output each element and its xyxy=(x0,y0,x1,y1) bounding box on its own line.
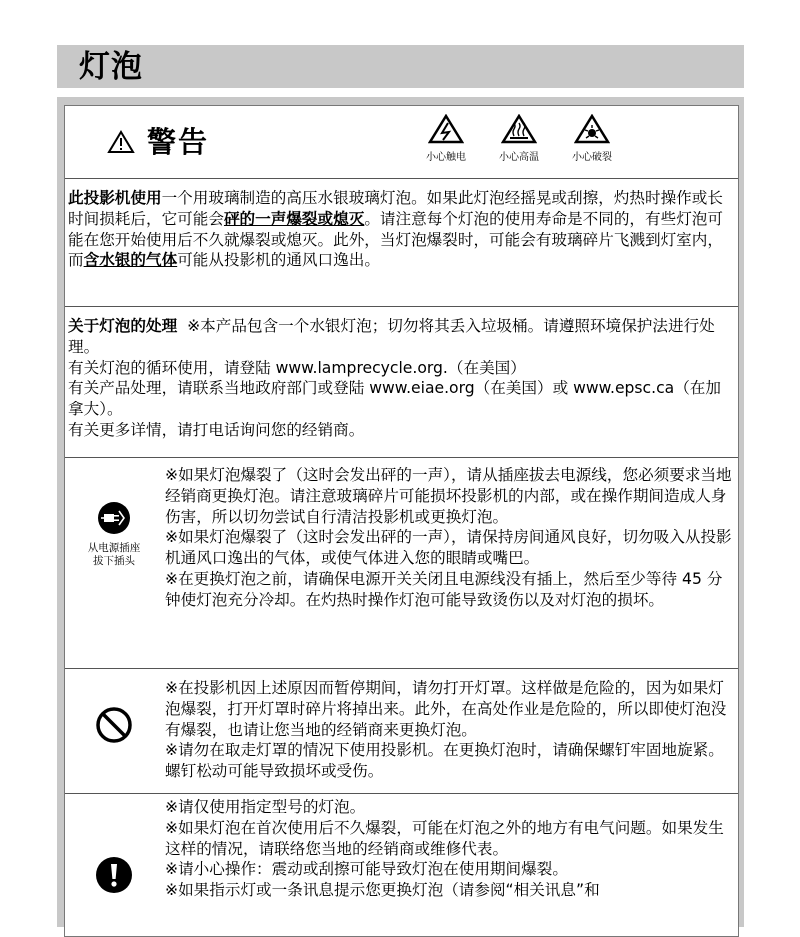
unplug-icon-column xyxy=(75,501,153,568)
warning-header xyxy=(65,106,738,178)
prohibited-icon-column xyxy=(75,706,153,748)
recycle-line: 有关灯泡的循环使用，请登陆 www.lamprecycle.org.（在美国） xyxy=(68,358,526,377)
body-text: 可能从投影机的通风口逸出。 xyxy=(177,251,380,270)
notice-text: ※请勿在取走灯罩的情况下使用投影机。在更换灯泡时，请确保螺钉牢固地旋紧。螺钉松动可能导致损坏或受伤。 xyxy=(165,741,724,781)
warning-label: 警告 xyxy=(147,125,210,159)
lead-text: 关于灯泡的处理 xyxy=(68,317,178,335)
disposal-line: 有关产品处理，请联系当地政府部门或登陆 www.eiae.org（在美国）或 www.epsc.ca（在加拿大）。 xyxy=(68,379,721,419)
body-text: ※本产品包含一个水银灯泡；切勿将其丢入垃圾桶。请遵照环境保护法进行处理。 xyxy=(68,317,715,356)
warning-box xyxy=(64,105,739,937)
unplug-label-line2: 拔下插头 xyxy=(93,555,135,567)
warning-frame xyxy=(57,97,744,927)
lamp-warning-paragraph xyxy=(68,188,734,271)
notice-text: ※如果灯泡在首次使用后不久爆裂，可能在灯泡之外的地方有电气问题。如果发生这样的情况，请联络您当地的经销商或维修代表。 xyxy=(165,818,724,858)
body-text: 。请注意每个灯泡的使用寿命是不同的，有些灯泡可能在您开始使用后不久就爆裂或熄灭。此外，当灯泡爆裂时，可能会有玻璃碎片飞溅到灯室内，而 xyxy=(68,209,723,270)
unplug-paragraphs xyxy=(165,465,735,611)
page-title: 灯泡 xyxy=(79,49,143,85)
prohibited-icon xyxy=(95,706,133,744)
mandatory-icon-column xyxy=(75,856,153,898)
prohibited-paragraphs xyxy=(165,678,735,782)
body-text: 一个用玻璃制造的高压水银玻璃灯泡。如果此灯泡经摇晃或刮擦，灼热时操作或长时间损耗后，它可能会 xyxy=(68,189,723,228)
hazard-label: 小心破裂 xyxy=(572,152,612,163)
high-temperature-icon xyxy=(501,114,537,144)
unplug-label-line1: 从电源插座 xyxy=(87,542,141,554)
notice-text: ※请仅使用指定型号的灯泡。 xyxy=(165,798,366,816)
hazard-electric xyxy=(416,114,476,163)
hazard-heat xyxy=(489,114,549,163)
lamp-disposal-paragraph xyxy=(68,316,734,441)
notice-text: ※如果指示灯或一条讯息提示您更换灯泡（请参阅“相关讯息”和 xyxy=(165,881,600,900)
notice-text: ※请小心操作：震动或刮擦可能导致灯泡在使用期间爆裂。 xyxy=(165,860,568,879)
emphasis-text: 含水银的气体 xyxy=(83,251,178,270)
notice-text: ※如果灯泡爆裂了（这时会发出砰的一声），请保持房间通风良好，切勿吸入从投影机通风口逸出的气体，或使气体进入您的眼睛或嘴巴。 xyxy=(165,528,732,568)
mandatory-icon xyxy=(95,856,133,894)
lead-text: 此投影机使用 xyxy=(68,189,162,207)
unplug-icon xyxy=(97,501,131,535)
hazard-label: 小心触电 xyxy=(426,152,466,163)
divider xyxy=(65,457,738,458)
notice-text: ※在更换灯泡之前，请确保电源开关关闭且电源线没有插上，然后至少等待 45 分钟使灯泡充分冷却。在灼热时操作灯泡可能导致烫伤以及对灯泡的损坏。 xyxy=(165,569,723,609)
emphasis-text: 砰的一声爆裂或熄灭 xyxy=(223,209,365,228)
electric-shock-icon xyxy=(428,114,464,144)
divider xyxy=(65,668,738,669)
explosion-icon xyxy=(574,114,610,144)
divider xyxy=(65,793,738,794)
divider xyxy=(65,178,738,179)
notice-text: ※在投影机因上述原因而暂停期间，请勿打开灯罩。这样做是危险的，因为如果灯泡爆裂，打开灯罩时碎片将掉出来。此外，在高处作业是危险的，所以即使灯泡没有爆裂，也请让您当地的经销商来更换灯泡。 xyxy=(165,679,727,739)
warning-triangle-icon xyxy=(107,130,135,154)
notice-text: ※如果灯泡爆裂了（这时会发出砰的一声），请从插座拔去电源线，您必须要求当地经销商更换灯泡。请注意玻璃碎片可能损坏投影机的内部，或在操作期间造成人身伤害，所以切勿尝试自行清洁投影机或更换灯泡。 xyxy=(165,466,732,526)
dealer-line: 有关更多详情，请打电话询问您的经销商。 xyxy=(68,420,365,439)
mandatory-paragraphs xyxy=(165,797,735,901)
hazard-explosion xyxy=(562,114,622,163)
hazard-label: 小心高温 xyxy=(499,152,539,163)
title-bar xyxy=(57,45,744,88)
divider xyxy=(65,306,738,307)
